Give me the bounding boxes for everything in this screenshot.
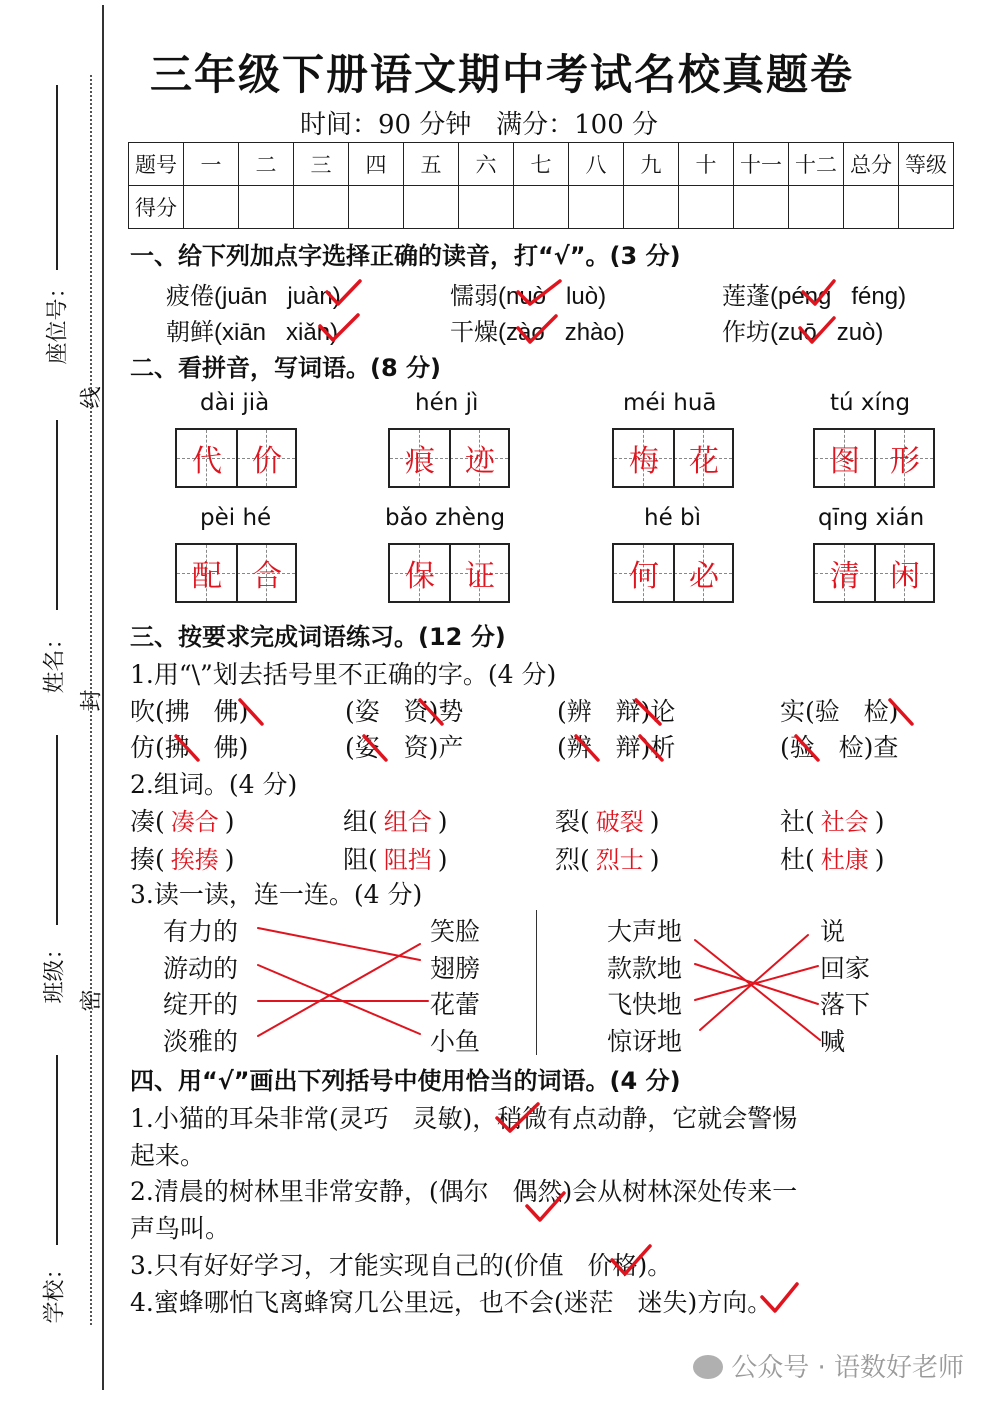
word-build-item: 阻( 阻挡 ) [343, 845, 448, 874]
strike-slash [176, 736, 198, 760]
strike-slash [420, 700, 442, 724]
pinyin-choice-item: 莲蓬(péng féng) [722, 283, 907, 310]
match-line [700, 935, 808, 1030]
seal-char-mi: 密 [79, 989, 105, 1012]
strike-item: 吹(拂 佛) [130, 697, 249, 726]
handwritten-answer: 阻挡 [383, 846, 432, 874]
pinyin-label: pèi hé [200, 505, 272, 531]
match-line [695, 966, 818, 1000]
question-3-3: 3.读一读，连一连。(4 分) [130, 880, 423, 909]
pinyin-label: qīng xián [818, 505, 925, 531]
match-left-word: 淡雅的 [163, 1027, 239, 1056]
school-label: 学校： [42, 1257, 68, 1324]
exam-time-score: 时间：90 分钟 满分：100 分 [300, 110, 659, 140]
question-3-2: 2.组词。(4 分) [130, 770, 298, 799]
pinyin-choice-item: 疲倦(juān juàn) [166, 283, 341, 310]
match-line [258, 944, 420, 1036]
answer-char: 梅 [629, 444, 659, 479]
sentence-line: 1.小猫的耳朵非常(灵巧 灵敏)，稍微有点动静，它就会警惕 [130, 1104, 798, 1133]
seat-label: 座位号： [45, 276, 71, 365]
match-left-word: 大声地 [607, 917, 683, 946]
checkmark-icon [518, 281, 560, 304]
checkmark-icon [762, 1284, 797, 1311]
table-cell: 十一 [734, 143, 789, 186]
checkmark-icon [320, 315, 358, 340]
match-right-word: 说 [820, 917, 846, 946]
table-cell: 题号 [129, 143, 184, 186]
answer-char: 必 [689, 559, 719, 594]
table-cell: 九 [624, 143, 679, 186]
strike-slash [636, 700, 660, 724]
handwritten-answer: 破裂 [595, 808, 644, 836]
question-3-1: 1.用“\”划去括号里不正确的字。(4 分) [130, 660, 557, 689]
section-3-heading: 三、按要求完成词语练习。(12 分) [130, 623, 506, 651]
strike-slash [796, 736, 818, 760]
pinyin-label: hé bì [644, 505, 702, 531]
seal-char-feng: 封 [79, 689, 105, 712]
word-build-item: 揍( 挨揍 ) [130, 845, 235, 874]
match-left-word: 惊讶地 [607, 1027, 683, 1056]
answer-char: 配 [192, 559, 222, 594]
answer-char: 价 [252, 444, 282, 479]
name-label: 姓名： [42, 627, 68, 694]
answer-char: 闲 [890, 559, 920, 594]
table-cell: 得分 [129, 186, 184, 229]
table-cell: 十 [679, 143, 734, 186]
word-build-item: 裂( 破裂 ) [555, 807, 660, 836]
checkmark-icon [800, 318, 834, 342]
handwritten-answer: 凑合 [170, 808, 219, 836]
table-cell: 六 [459, 143, 514, 186]
checkmark-icon [803, 281, 834, 304]
strike-slash [364, 736, 386, 760]
match-right-word: 回家 [820, 954, 871, 983]
checkmark-icon [497, 1104, 538, 1131]
table-cell: 四 [349, 143, 404, 186]
page-title: 三年级下册语文期中考试名校真题卷 [150, 50, 855, 99]
word-build-item: 烈( 烈士 ) [555, 845, 660, 874]
answer-char: 迹 [465, 444, 495, 479]
table-cell: 二 [239, 143, 294, 186]
pinyin-choice-item: 朝鲜(xiān xiǎn) [166, 319, 339, 346]
checkmark-icon [327, 281, 360, 304]
table-cell: 总分 [844, 143, 899, 186]
match-left-word: 绽开的 [163, 990, 239, 1019]
wechat-icon [693, 1355, 723, 1379]
pinyin-choice-item: 懦弱(nuò luò) [450, 283, 607, 310]
match-right-word: 小鱼 [430, 1027, 481, 1056]
word-build-item: 凑( 凑合 ) [130, 807, 235, 836]
answer-char: 保 [405, 559, 435, 594]
checkmark-icon [527, 1193, 564, 1220]
table-cell: 五 [404, 143, 459, 186]
sentence-line: 3.只有好好学习，才能实现自己的(价值 价格)。 [130, 1251, 673, 1280]
section-2-heading: 二、看拼音，写词语。(8 分) [130, 354, 441, 382]
sentence-line: 4.蜜蜂哪怕飞离蜂窝几公里远，也不会(迷茫 迷失)方向。 [130, 1288, 773, 1317]
match-right-word: 花蕾 [430, 990, 481, 1019]
table-cell: 十二 [789, 143, 844, 186]
answer-char: 痕 [405, 444, 435, 479]
strike-item: (验 检)查 [780, 733, 899, 762]
strike-item: 实(验 检) [780, 697, 899, 726]
sentence-line: 起来。 [130, 1141, 206, 1170]
strike-slash [576, 736, 598, 760]
pinyin-label: méi huā [623, 390, 717, 416]
answer-char: 代 [192, 444, 222, 479]
word-build-item: 杜( 杜康 ) [780, 845, 885, 874]
checkmark-icon [612, 1246, 650, 1274]
pinyin-choice-item: 干燥(zào zhào) [450, 319, 625, 346]
section-4-heading: 四、用“√”画出下列括号中使用恰当的词语。(4 分) [130, 1067, 681, 1095]
answer-char: 形 [890, 444, 920, 479]
watermark-text: 公众号 · 语数好老师 [731, 1353, 964, 1383]
table-cell: 七 [514, 143, 569, 186]
match-line [695, 940, 820, 1040]
handwritten-answer: 社会 [820, 808, 869, 836]
pinyin-label: bǎo zhèng [385, 505, 506, 531]
watermark [693, 1347, 964, 1384]
class-label: 班级： [42, 937, 68, 1004]
strike-slash [890, 700, 912, 724]
answer-char: 图 [830, 444, 860, 479]
pinyin-label: dài jià [200, 390, 270, 416]
match-left-word: 飞快地 [607, 990, 683, 1019]
word-build-item: 组( 组合 ) [343, 807, 448, 836]
handwritten-answer: 烈士 [595, 846, 644, 874]
table-cell: 等级 [899, 143, 954, 186]
strike-item: (姿 资)产 [345, 733, 464, 762]
match-left-word: 款款地 [607, 954, 683, 983]
match-right-word: 落下 [820, 990, 871, 1019]
strike-slash [640, 736, 662, 760]
match-right-word: 翅膀 [430, 954, 481, 983]
strike-item: (姿 资)势 [345, 697, 464, 726]
pinyin-choice-item: 作坊(zuō zuò) [722, 319, 884, 346]
handwritten-answer: 杜康 [820, 846, 869, 874]
match-right-word: 喊 [820, 1027, 846, 1056]
pinyin-label: hén jì [415, 390, 479, 416]
sentence-line: 2.清晨的树林里非常安静，(偶尔 偶然)会从树林深处传来一 [130, 1177, 798, 1206]
match-line [258, 965, 420, 1034]
answer-char: 何 [629, 559, 659, 594]
answer-char: 花 [689, 444, 719, 479]
word-build-item: 社( 社会 ) [780, 807, 885, 836]
match-left-word: 有力的 [163, 917, 239, 946]
match-right-word: 笑脸 [430, 917, 481, 946]
pinyin-label: tú xíng [830, 390, 911, 416]
section-1-heading: 一、给下列加点字选择正确的读音，打“√”。(3 分) [130, 242, 681, 270]
answer-char: 合 [252, 559, 282, 594]
seal-char-xian: 线 [79, 386, 105, 409]
answer-char: 清 [830, 559, 860, 594]
table-cell: 一 [184, 143, 239, 186]
match-left-word: 游动的 [163, 954, 239, 983]
strike-item: 仿(拂 佛) [130, 733, 249, 762]
strike-slash [240, 700, 262, 724]
strike-item: (辨 辩)论 [557, 697, 676, 726]
match-line [258, 928, 420, 960]
table-cell: 八 [569, 143, 624, 186]
handwritten-answer: 挨揍 [170, 846, 219, 874]
strike-item: (辨 辩)析 [557, 733, 676, 762]
sentence-line: 声鸟叫。 [130, 1214, 231, 1243]
checkmark-icon [518, 316, 556, 342]
answer-char: 证 [465, 559, 495, 594]
table-cell: 三 [294, 143, 349, 186]
handwritten-answer: 组合 [383, 808, 432, 836]
